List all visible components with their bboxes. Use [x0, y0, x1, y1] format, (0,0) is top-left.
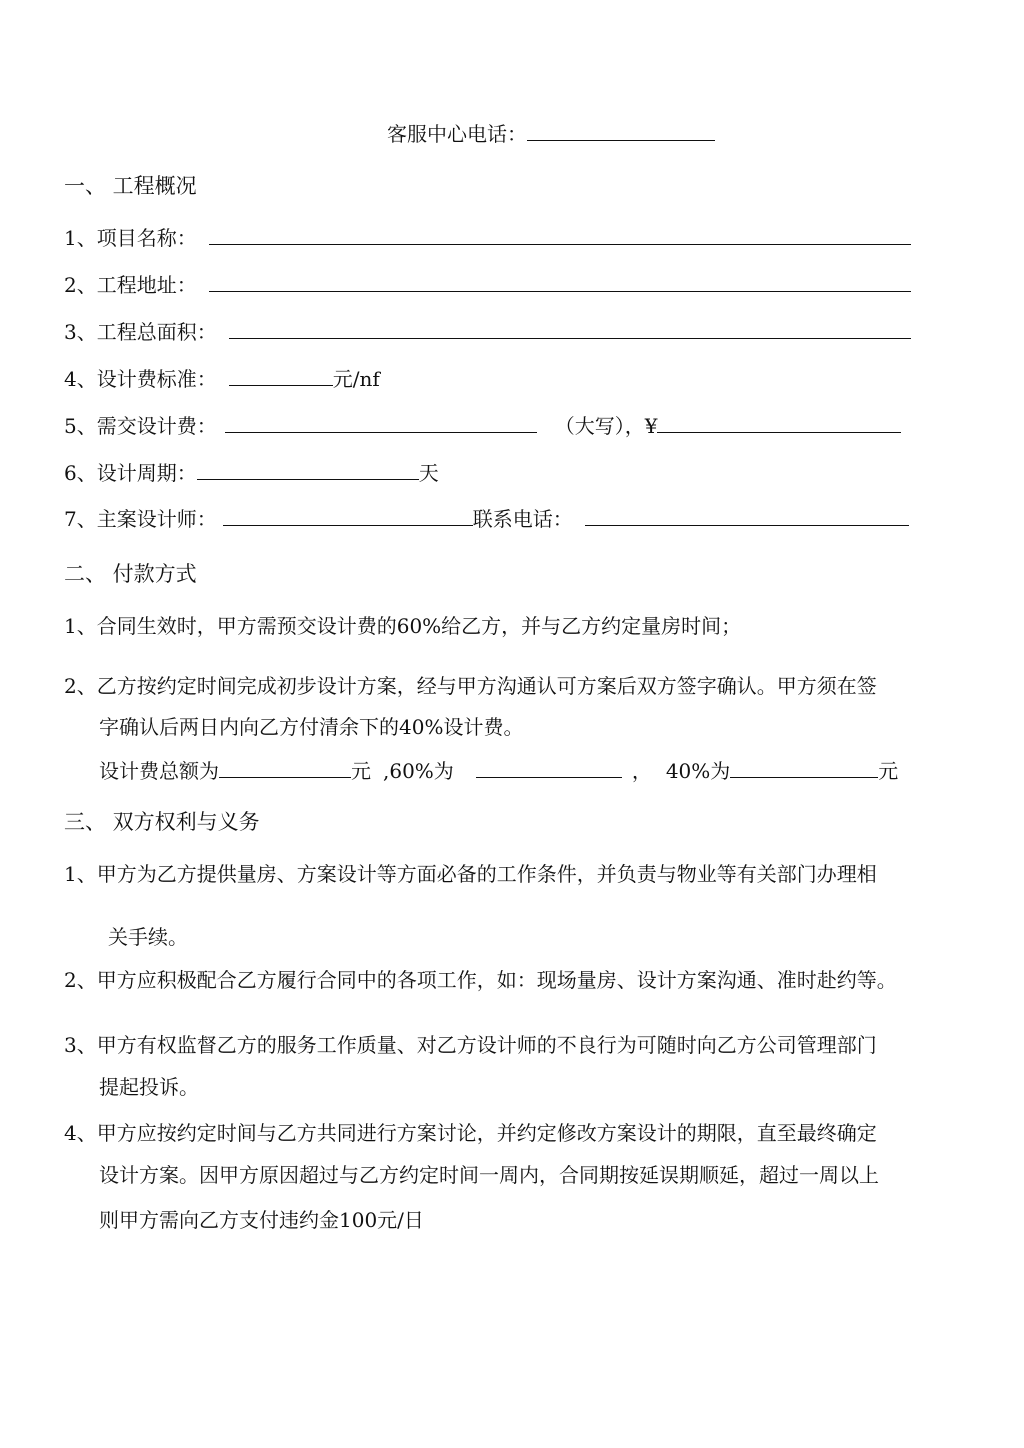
hotline-line — [387, 120, 715, 148]
project-address-blank[interactable] — [209, 271, 911, 292]
fee-standard-label: 4、设计费标准： — [64, 367, 217, 391]
rights-clause-3-line-1: 3、甲方有权监督乙方的服务工作质量、对乙方设计师的不良行为可随时向乙方公司管理部门 — [64, 1033, 877, 1057]
rights-clause-1-line-1: 1、甲方为乙方提供量房、方案设计等方面必备的工作条件，并负责与物业等有关部门办理相 — [64, 862, 877, 886]
fee-total-line — [99, 757, 898, 785]
hotline-blank[interactable] — [527, 120, 715, 141]
design-period-label: 6、设计周期： — [64, 461, 197, 485]
fee-total-label: 设计费总额为 — [99, 759, 219, 783]
rights-clause-4-line-2: 设计方案。因甲方原因超过与乙方约定时间一周内，合同期按延误期顺延，超过一周以上 — [99, 1163, 879, 1187]
hotline-label: 客服中心电话： — [387, 122, 527, 146]
project-address-line — [64, 271, 911, 299]
fee-standard-blank[interactable] — [229, 365, 333, 386]
fee-due-words-blank[interactable] — [225, 412, 537, 433]
project-name-blank[interactable] — [209, 224, 911, 245]
fee-60-blank[interactable] — [476, 757, 622, 778]
fee-due-amount-blank[interactable] — [657, 412, 901, 433]
rights-clause-4-line-1: 4、甲方应按约定时间与乙方共同进行方案讨论，并约定修改方案设计的期限，直至最终确定 — [64, 1121, 877, 1145]
fee-total-unit: 元 — [351, 759, 371, 783]
rights-clause-4-line-3: 则甲方需向乙方支付违约金100元/日 — [99, 1208, 424, 1232]
design-period-line — [64, 459, 439, 487]
rights-clause-3-line-2: 提起投诉。 — [99, 1075, 199, 1099]
fee-40-unit: 元 — [878, 759, 899, 783]
fee-due-capital-label: （大写），¥ — [554, 414, 658, 438]
section-1-title: 一、 工程概况 — [64, 174, 197, 198]
payment-clause-2-line-1: 2、乙方按约定时间完成初步设计方案，经与甲方沟通认可方案后双方签字确认。甲方须在签 — [64, 674, 877, 698]
section-3-title: 三、 双方权利与义务 — [64, 810, 260, 834]
payment-clause-2-line-2: 字确认后两日内向乙方付清余下的40%设计费。 — [99, 715, 524, 739]
design-period-blank[interactable] — [197, 459, 419, 480]
project-name-label: 1、项目名称： — [64, 226, 197, 250]
fee-standard-line — [64, 365, 380, 393]
fee-60-label: ,60%为 — [383, 759, 454, 783]
fee-comma: ， — [631, 759, 652, 783]
fee-due-label: 5、需交设计费： — [64, 414, 217, 438]
total-area-blank[interactable] — [229, 318, 911, 339]
fee-total-blank[interactable] — [219, 757, 351, 778]
design-period-unit: 天 — [418, 461, 439, 485]
total-area-line — [64, 318, 911, 346]
contact-phone-label: 联系电话： — [472, 507, 573, 531]
fee-40-blank[interactable] — [730, 757, 878, 778]
rights-clause-1-line-2: 关手续。 — [108, 925, 188, 949]
rights-clause-2: 2、甲方应积极配合乙方履行合同中的各项工作，如：现场量房、设计方案沟通、准时赴约等。 — [64, 968, 897, 992]
payment-clause-1: 1、合同生效时，甲方需预交设计费的60%给乙方，并与乙方约定量房时间； — [64, 614, 742, 638]
contact-phone-blank[interactable] — [585, 505, 909, 526]
fee-due-line — [64, 412, 901, 440]
designer-label: 7、主案设计师： — [64, 507, 217, 531]
project-name-line — [64, 224, 911, 252]
project-address-label: 2、工程地址： — [64, 273, 197, 297]
fee-standard-unit: 元/nf — [332, 367, 380, 391]
designer-line — [64, 505, 909, 533]
designer-blank[interactable] — [223, 505, 473, 526]
section-2-title: 二、 付款方式 — [64, 562, 197, 586]
total-area-label: 3、工程总面积： — [64, 320, 217, 344]
fee-40-label: 40%为 — [665, 759, 731, 783]
